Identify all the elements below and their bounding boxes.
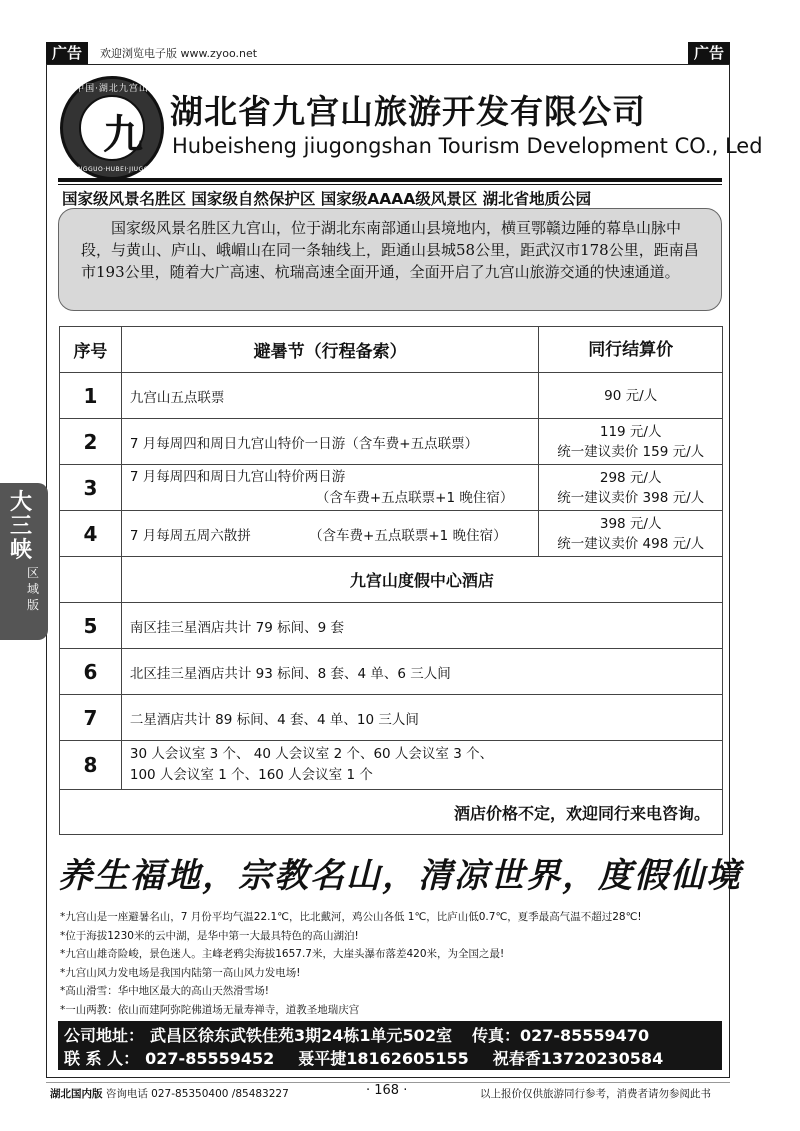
- person-label: 联 系 人：: [64, 1049, 140, 1068]
- row-desc: 北区挂三星酒店共计 93 标间、8 套、4 单、6 三人间: [121, 649, 722, 695]
- note-item: *九宫山雄奇险峻，景色迷人。主峰老鸦尖海拔1657.7米，大崖头瀑布落差420米，为全国之最!: [60, 948, 505, 960]
- row-desc-line1: 30 人会议室 3 个、 40 人会议室 2 个、60 人会议室 3 个、: [129, 746, 494, 762]
- company-name-cn: 湖北省九宫山旅游开发有限公司: [170, 92, 646, 131]
- footer-edition: 湖北国内版: [50, 1088, 103, 1100]
- header-rule-thin: [58, 184, 722, 185]
- intro-text: 国家级风景名胜区九宫山，位于湖北东南部通山县境地内，横亘鄂赣边陲的幕阜山脉中段，与黄山、庐山、峨嵋山在同一条轴线上，距通山县城58公里，距武汉市178公里，距南昌市193公里，随着大广高速、杭瑞高速全面开通，全面开启了九宫山旅游交通的快速通道。: [81, 219, 699, 281]
- price-settle: 119 元/人: [599, 423, 662, 440]
- company-name-en: Hubeisheng jiugongshan Tourism Development CO., Led: [172, 134, 763, 158]
- table-row: [60, 695, 723, 741]
- footer-phone: 咨询电话 027-85350400 /85483227: [105, 1088, 289, 1100]
- logo-inner: [79, 95, 145, 161]
- hotel-title-row: [60, 557, 723, 603]
- contact-bar: [58, 1021, 722, 1070]
- footer-disclaimer: 以上报价仅供旅游同行参考，消费者请勿参阅此书: [480, 1088, 711, 1100]
- price-settle: 398 元/人: [599, 515, 662, 532]
- ad-tag-left: 广告: [46, 42, 88, 64]
- table-footer-row: [60, 790, 723, 835]
- table-row: [60, 419, 723, 465]
- note-item: *九宫山风力发电场是我国内陆第一高山风力发电场!: [60, 966, 301, 979]
- table-header-row: [60, 327, 723, 373]
- header-price: 同行结算价: [539, 327, 723, 373]
- table-row: [60, 465, 723, 511]
- row-num: 4: [60, 511, 122, 557]
- designation-titles: 国家级风景名胜区 国家级自然保护区 国家级AAAA级风景区 湖北省地质公园: [62, 190, 592, 208]
- note-item: *一山两教：依山而建阿弥陀佛道场无量寿禅寺，道教圣地瑞庆宫: [60, 1003, 360, 1016]
- table-row: [60, 373, 723, 419]
- row-price: [539, 465, 723, 511]
- person2-contact[interactable]: 聂平捷18162605155: [298, 1049, 469, 1068]
- row-num: 5: [60, 603, 122, 649]
- person-phone[interactable]: 027-85559452: [145, 1049, 275, 1068]
- table-row: [60, 603, 723, 649]
- header-itinerary: 避暑节（行程备索）: [121, 327, 539, 373]
- price-retail: 统一建议卖价 398 元/人: [557, 489, 705, 506]
- row-desc-line2: （含车费+五点联票+1 晚住宿）: [315, 489, 514, 506]
- side-region-tab: [0, 483, 48, 640]
- logo-ring-bottom: ZHONGGUO·HUBEI·JIUGONGSHAN: [63, 166, 178, 173]
- note-item: *高山滑雪：华中地区最大的高山天然滑雪场!: [60, 985, 269, 997]
- company-logo: [60, 76, 178, 180]
- row-desc: 7 月每周四和周日九宫山特价一日游（含车费+五点联票）: [121, 419, 539, 465]
- fax-value[interactable]: 027-85559470: [519, 1026, 650, 1045]
- footer-left: [50, 1086, 289, 1101]
- price-settle: 298 元/人: [599, 469, 662, 486]
- row-desc: [121, 741, 722, 790]
- row-desc-line1: 7 月每周四和周日九宫山特价两日游: [129, 468, 346, 485]
- logo-glyph: 九: [103, 111, 143, 158]
- note-item: *位于海拔1230米的云中湖，是华中第一大最具特色的高山湖泊!: [60, 929, 359, 942]
- table-footer-note: 酒店价格不定，欢迎同行来电咨询。: [60, 790, 723, 835]
- table-row: [60, 511, 723, 557]
- row-num: 2: [60, 419, 122, 465]
- header-num: 序号: [60, 327, 122, 373]
- side-tab-title: 大三峡: [9, 490, 32, 563]
- address-label: 公司地址：: [64, 1026, 145, 1045]
- intro-box: [58, 208, 722, 311]
- slogan: 养生福地，宗教名山，清凉世界，度假仙境: [58, 856, 742, 896]
- contact-line-persons: [64, 1046, 663, 1069]
- logo-ring-text: 中国·湖北九宫山: [75, 84, 149, 94]
- address-value: 武昌区徐东武铁佳苑3期24栋1单元502室: [150, 1026, 452, 1045]
- note-item: *九宫山是一座避暑名山，7 月份平均气温22.1℃，比北戴河，鸡公山各低 1℃，比庐山低0.7℃，夏季最高气温不超过28℃!: [60, 911, 642, 923]
- row-desc: [121, 465, 539, 511]
- person3-contact[interactable]: 祝春香13720230584: [492, 1049, 664, 1068]
- row-desc: 九宫山五点联票: [121, 373, 539, 419]
- price-retail: 统一建议卖价 159 元/人: [557, 443, 705, 460]
- row-price: [539, 419, 723, 465]
- side-tab-subtitle: 区域版: [26, 566, 39, 612]
- hotel-title-blank: [60, 557, 122, 603]
- contact-line-address: [64, 1023, 649, 1046]
- row-num: 3: [60, 465, 122, 511]
- fax-label: 传真：: [471, 1026, 520, 1045]
- row-desc-line2: 100 人会议室 1 个、160 人会议室 1 个: [129, 767, 373, 783]
- row-num: 1: [60, 373, 122, 419]
- price-table: [59, 326, 723, 835]
- top-note[interactable]: 欢迎浏览电子版 www.zyoo.net: [100, 47, 258, 60]
- row-price: 90 元/人: [539, 373, 723, 419]
- ad-tag-right: 广告: [688, 42, 730, 64]
- row-num: 6: [60, 649, 122, 695]
- row-desc: [121, 511, 539, 557]
- row-num: 7: [60, 695, 122, 741]
- row-desc: 二星酒店共计 89 标间、4 套、4 单、10 三人间: [121, 695, 722, 741]
- row-price: [539, 511, 723, 557]
- row-num: 8: [60, 741, 122, 790]
- table-row: [60, 649, 723, 695]
- table-row: [60, 741, 723, 790]
- feature-notes: [60, 908, 724, 1019]
- price-retail: 统一建议卖价 498 元/人: [557, 535, 705, 552]
- hotel-title: 九宫山度假中心酒店: [121, 557, 722, 603]
- row-desc: 南区挂三星酒店共计 79 标间、9 套: [121, 603, 722, 649]
- page-number: · 168 ·: [366, 1083, 408, 1098]
- row-desc-main: 7 月每周五周六散拼: [129, 527, 251, 544]
- row-desc-note: （含车费+五点联票+1 晚住宿）: [309, 527, 507, 544]
- header-rule-thick: [58, 178, 722, 182]
